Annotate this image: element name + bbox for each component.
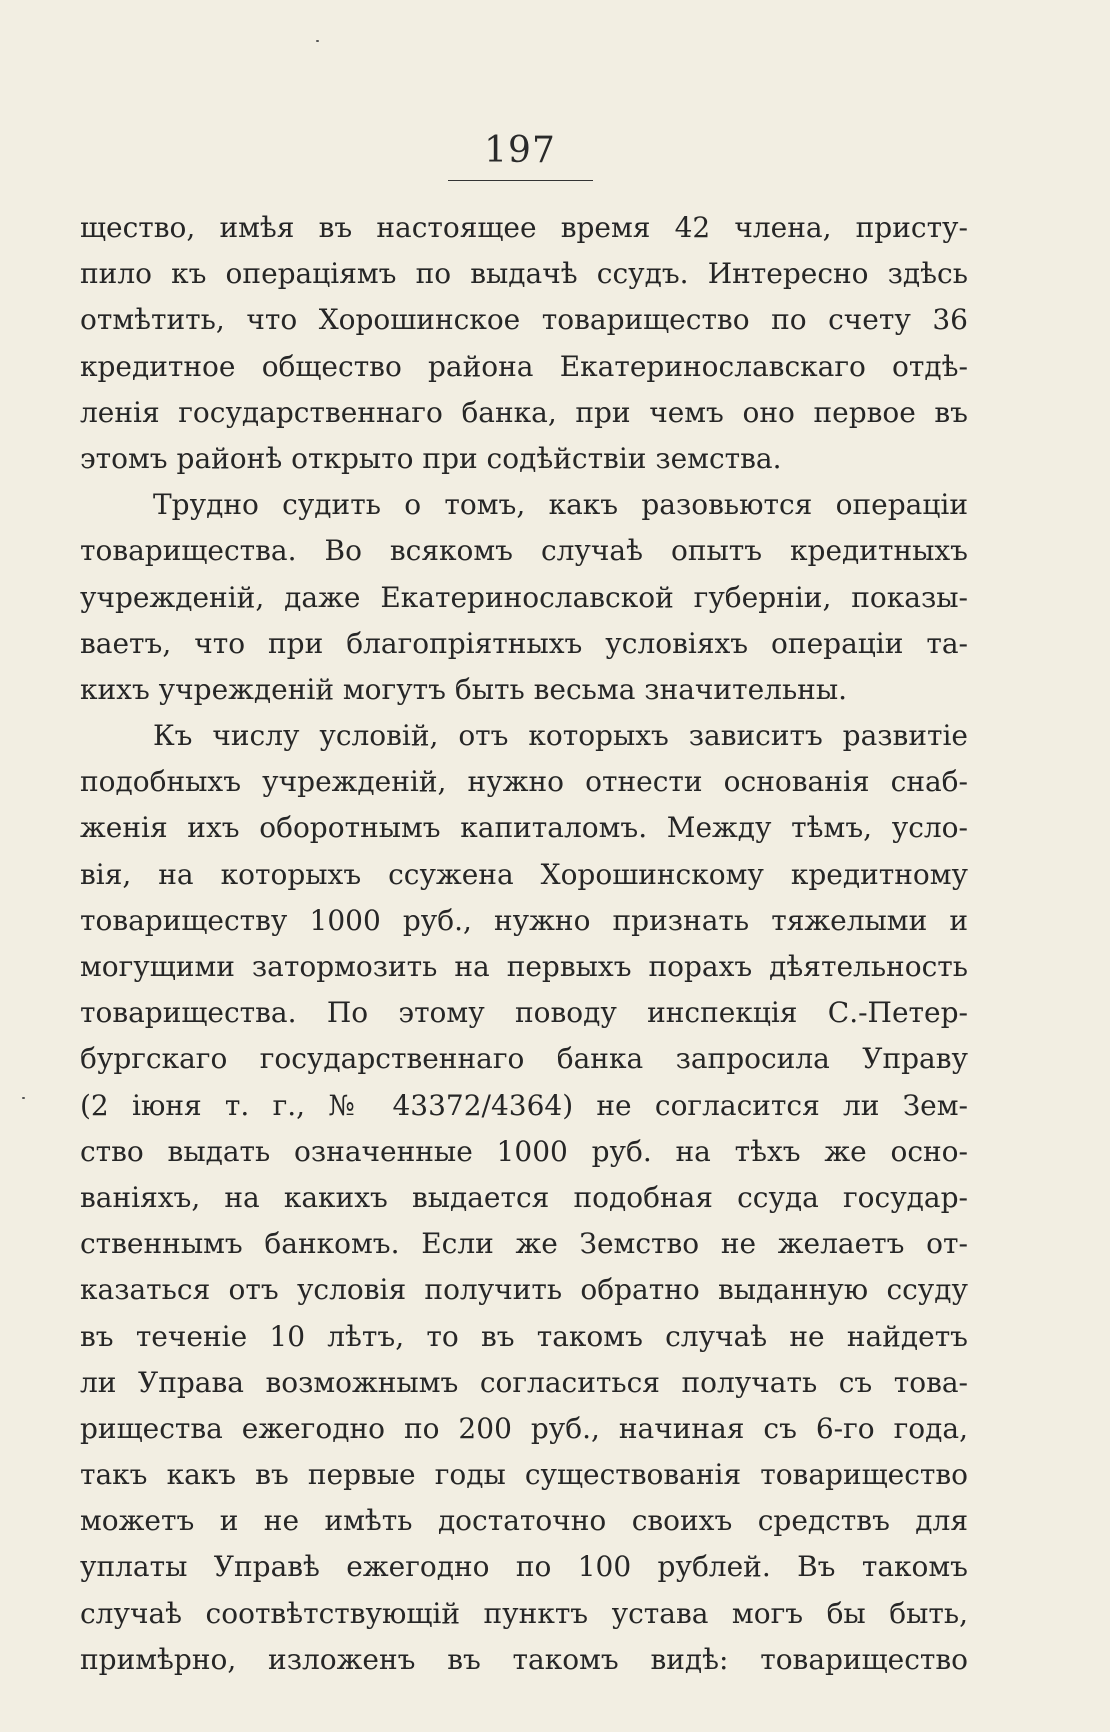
text-line: уплаты Управѣ ежегодно по 100 рублей. Въ такомъ xyxy=(80,1550,968,1584)
text-line: (2 іюня т. г., № 43372/4364) не согласится ли Зем- xyxy=(80,1088,968,1122)
print-speck xyxy=(316,40,319,42)
print-speck xyxy=(22,1097,25,1099)
text-line: женія ихъ оборотнымъ капиталомъ. Между тѣмъ, усло- xyxy=(80,811,968,845)
text-line: можетъ и не имѣть достаточно своихъ средствъ для xyxy=(80,1504,968,1538)
text-line: примѣрно, изложенъ въ такомъ видѣ: товарищество xyxy=(80,1642,968,1676)
text-line: ство выдать означенные 1000 руб. на тѣхъ же осно- xyxy=(80,1134,968,1168)
body-text xyxy=(80,205,968,1683)
text-line: рищества ежегодно по 200 руб., начиная съ 6-го года, xyxy=(80,1411,968,1445)
text-line: ваетъ, что при благопріятныхъ условіяхъ операціи та- xyxy=(80,626,968,660)
text-line: учрежденій, даже Екатеринославской губерніи, показы- xyxy=(80,580,968,614)
text-line: ственнымъ банкомъ. Если же Земство не желаетъ от- xyxy=(80,1227,968,1261)
paragraph-first-line: Трудно судить о томъ, какъ разовьются операціи xyxy=(153,488,968,522)
text-line: этомъ районѣ открыто при содѣйствіи земства. xyxy=(80,441,782,475)
text-line: вія, на которыхъ ссужена Хорошинскому кредитному xyxy=(80,857,968,891)
text-line: отмѣтить, что Хорошинское товарищество по счету 36 xyxy=(80,303,968,337)
text-line: товариществу 1000 руб., нужно признать тяжелыми и xyxy=(80,903,968,937)
text-line: бургскаго государственнаго банка запросила Управу xyxy=(80,1042,968,1076)
text-line: пило къ операціямъ по выдачѣ ссудъ. Интересно здѣсь xyxy=(80,257,968,291)
text-line: казаться отъ условія получить обратно выданную ссуду xyxy=(80,1273,968,1307)
text-line: кредитное общество района Екатеринославскаго отдѣ- xyxy=(80,349,968,383)
page-number: 197 xyxy=(484,130,556,171)
page-number-rule xyxy=(448,180,593,181)
text-line: ленія государственнаго банка, при чемъ оно первое въ xyxy=(80,395,968,429)
text-line: щество, имѣя въ настоящее время 42 члена, присту- xyxy=(80,211,968,244)
text-line: такъ какъ въ первые годы существованія товарищество xyxy=(80,1458,968,1492)
text-line: кихъ учрежденій могутъ быть весьма значительны. xyxy=(80,672,848,706)
text-line: въ теченіе 10 лѣтъ, то въ такомъ случаѣ не найдетъ xyxy=(80,1319,968,1353)
text-line: ваніяхъ, на какихъ выдается подобная ссуда государ- xyxy=(80,1180,968,1214)
text-line: подобныхъ учрежденій, нужно отнести основанія снаб- xyxy=(80,765,968,799)
text-line: товарищества. По этому поводу инспекція С.-Петер- xyxy=(80,996,968,1030)
text-line: могущими затормозить на первыхъ порахъ дѣятельность xyxy=(80,950,968,983)
text-line: товарищества. Во всякомъ случаѣ опытъ кредитныхъ xyxy=(80,534,968,568)
text-line: ли Управа возможнымъ согласиться получать съ това- xyxy=(80,1365,968,1399)
paragraph-first-line: Къ числу условій, отъ которыхъ зависитъ развитіе xyxy=(153,719,968,753)
text-line: случаѣ соотвѣтствующій пунктъ устава могъ бы быть, xyxy=(80,1596,968,1630)
